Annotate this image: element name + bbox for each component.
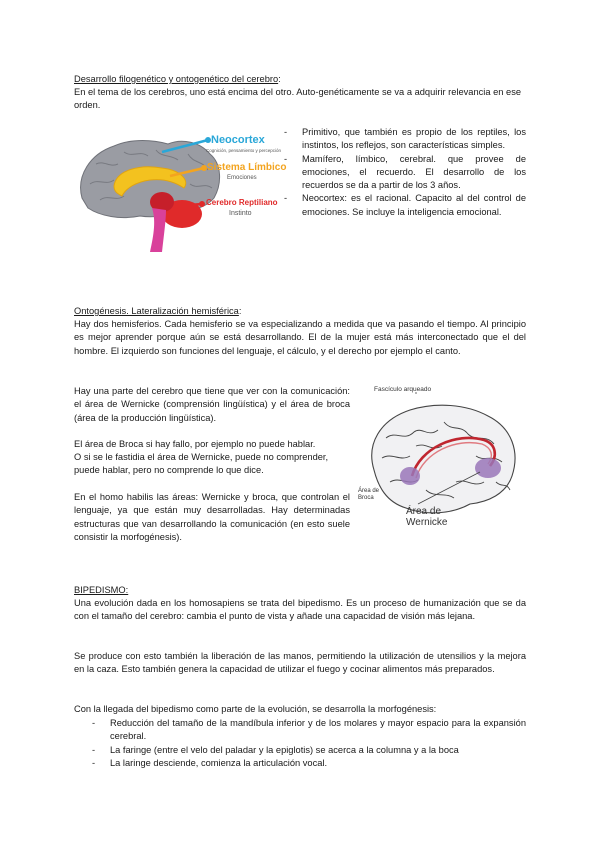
list-item — [266, 192, 526, 219]
section1-bullets — [266, 126, 526, 219]
language-areas-figure — [356, 386, 526, 532]
section1-heading-line — [74, 73, 534, 86]
list-item — [74, 717, 526, 744]
list-item — [266, 153, 526, 193]
section1-heading-colon: : — [278, 74, 281, 84]
list-item — [266, 126, 526, 153]
limbic-sublabel: Emociones — [227, 175, 257, 181]
section1-heading: Desarrollo filogenético y ontogenético del cerebro — [74, 74, 279, 84]
broca-label — [358, 488, 379, 502]
section3-heading: BIPEDISMO: — [74, 585, 129, 595]
bullet-text: Mamífero, límbico, cerebral. que provee de emociones, el recuerdo. El desarrollo de los recuerdos se da a partir de los 3 años. — [302, 153, 526, 191]
wernicke-label — [406, 506, 448, 528]
wernicke-area — [475, 458, 501, 478]
bullet-dash: - — [284, 153, 288, 164]
list-item — [74, 757, 526, 770]
bullet-dash: - — [92, 718, 96, 728]
section2-para2b: O si se le fastidia el área de Wernicke, puede no comprender, puede hablar, pero no comprende lo que dice. — [74, 452, 329, 476]
neocortex-sublabel: Cognición, pensamiento y percepción — [206, 148, 282, 153]
fasciculus-label: Fascículo arqueado — [374, 386, 432, 393]
wernicke-label-line1: Área de — [406, 506, 442, 517]
broca-label-line1: Área de — [358, 488, 380, 494]
bullet-dash: - — [284, 193, 288, 204]
bullet-text: Primitivo, que también es propio de los reptiles, los instintos, los reflejos, son características simples. — [302, 127, 526, 151]
section1-intro: En el tema de los cerebros, uno está encima del otro. Auto-genéticamente se va a adquirir relevancia en ese orden. — [74, 87, 522, 111]
section3-para2: Se produce con esto también la liberación de las manos, permitiendo la utilización de utensilios y la mejora en la caza. Esto también genera la capacidad de utilizar el fuego y cocinar alimentos más preparados. — [74, 651, 526, 675]
list-item — [74, 744, 526, 757]
bullet-dash: - — [284, 127, 288, 137]
bullet-text: La faringe (entre el velo del paladar y la epiglotis) se acerca a la columna y a la boca — [110, 744, 459, 755]
bullet-text: La laringe desciende, comienza la articulación vocal. — [110, 757, 328, 768]
section2-para3: En el homo habilis las áreas: Wernicke y broca, que controlan el lenguaje, ya que están muy desarrolladas. Hay determinadas estructuras que van desarrollando la comunicación (en esto suele consistir la morfogénesis). — [74, 492, 350, 542]
broca-label-line2: Broca — [358, 495, 374, 501]
limbic-label: Sistema Límbico — [207, 162, 287, 173]
section2-para1: Hay una parte del cerebro que tiene que ver con la comunicación: el área de Wernicke (comprensión lingüística) y el área de broca (área de la producción lingüística). — [74, 386, 350, 423]
reptile-sublabel: Instinto — [229, 210, 252, 217]
section2-heading-line — [74, 305, 534, 318]
bullet-text: Neocortex: es el racional. Capacito al del control de emociones. Se incluye la inteligencia emocional. — [302, 193, 526, 217]
section2-heading-colon: : — [238, 306, 242, 316]
wernicke-label-line2: Wernicke — [406, 517, 448, 528]
section2-intro: Hay dos hemisferios. Cada hemisferio se va especializando a medida que va pasando el tiempo. Al principio es mejor aprender porque aún se está desarrollando. El de la mujer está más interconectado que el del hombre. El izquierdo son funciones del lenguaje, el cálculo, y el derecho por ejemplo el canto. — [74, 319, 526, 356]
section2-heading: Ontogénesis. Lateralización hemisférica — [74, 306, 239, 316]
section2-para2a: El área de Broca si hay fallo, por ejemplo no puede hablar. — [74, 439, 316, 449]
section3-para3: Con la llegada del bipedismo como parte de la evolución, se desarrolla la morfogénesis: — [74, 704, 437, 714]
bullet-text: Reducción del tamaño de la mandíbula inferior y de los molares y mayor espacio para la expansión cerebral. — [110, 718, 526, 742]
bullet-dash: - — [92, 757, 96, 768]
section3-bullets — [74, 717, 526, 770]
section3-para1: Una evolución dada en los homosapiens se trata del bipedismo. Es un proceso de humanización que se da con el tamaño del cerebro: cambia el punto de vista y añade una capacidad de visión más lejana. — [74, 598, 526, 622]
neocortex-label: Neocortex — [211, 134, 265, 146]
triune-brain-figure — [70, 124, 288, 256]
reptile-label: Cerebro Reptiliano — [206, 198, 278, 207]
bullet-dash: - — [92, 744, 96, 755]
broca-area — [400, 467, 420, 485]
